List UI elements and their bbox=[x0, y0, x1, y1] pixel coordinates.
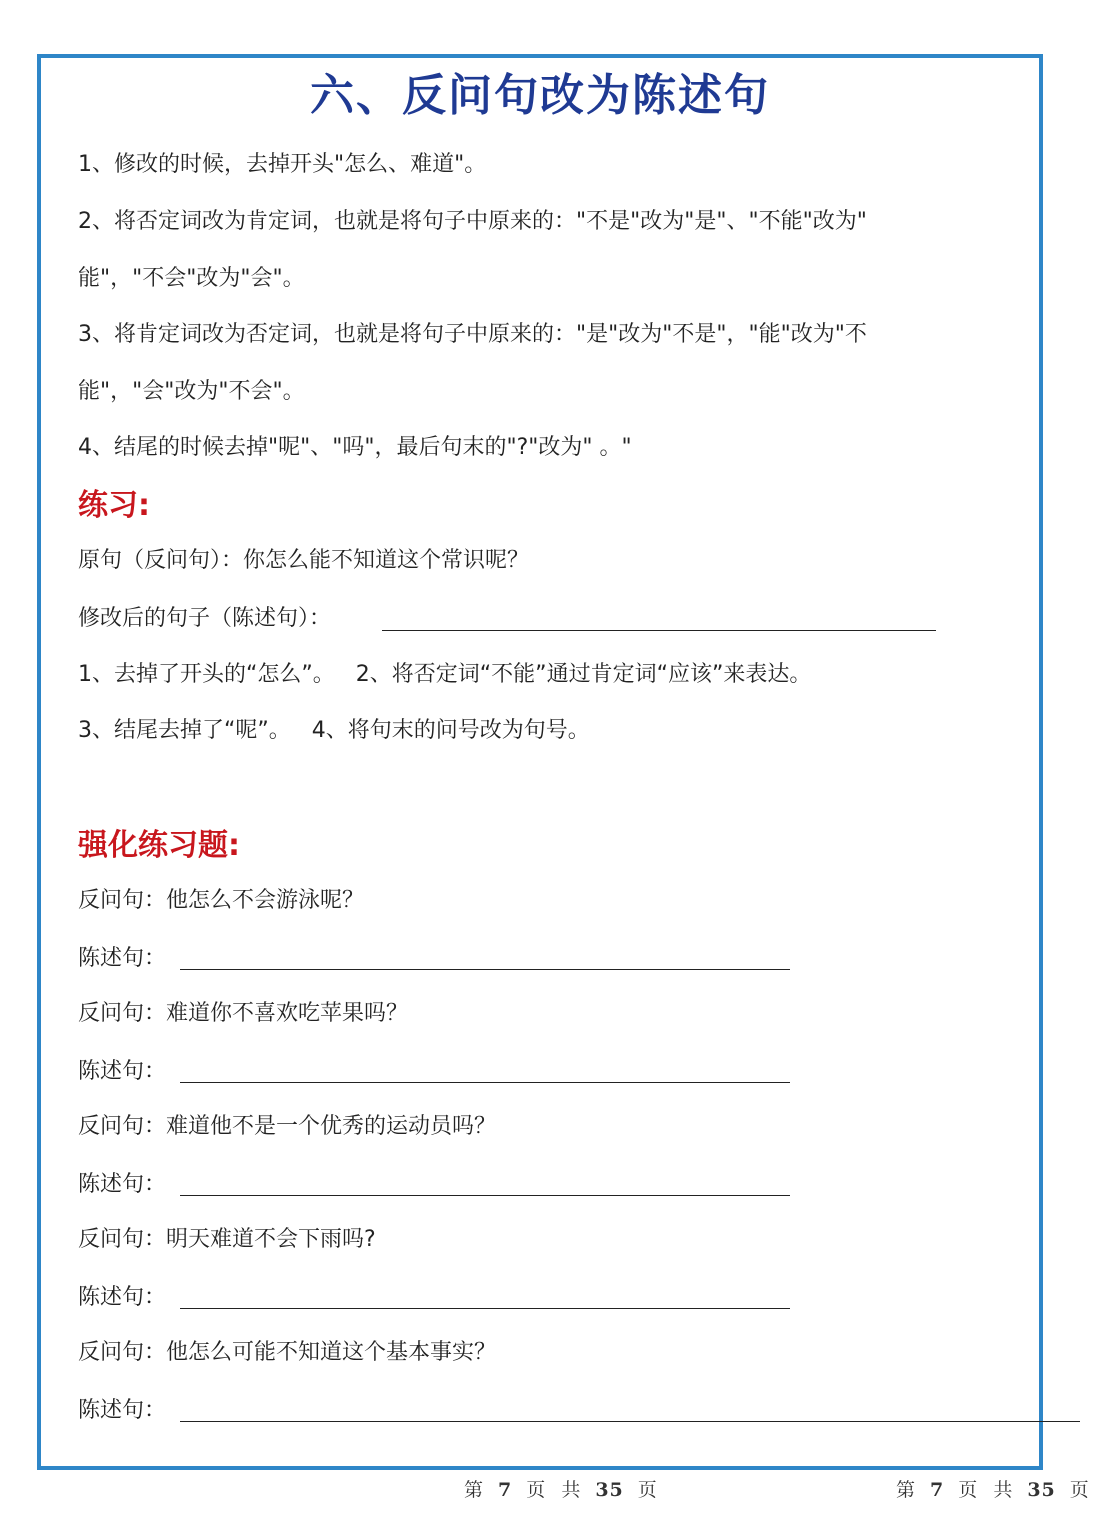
question-text: 难道你不喜欢吃苹果吗？ bbox=[166, 1001, 409, 1026]
exercise-question bbox=[78, 885, 364, 917]
footer-word: 页 bbox=[958, 1479, 979, 1501]
exercise-answer-blank[interactable] bbox=[180, 1082, 790, 1083]
page-footer-right bbox=[892, 1477, 1094, 1503]
practice-heading: 练习: bbox=[78, 488, 150, 523]
exercises-heading: 强化练习题: bbox=[78, 828, 240, 863]
footer-word: 页 bbox=[1069, 1479, 1090, 1501]
rule-line: 3、将肯定词改为否定词，也就是将句子中原来的："是"改为"不是"，"能"改为"不 bbox=[78, 322, 867, 347]
exercise-answer-blank[interactable] bbox=[180, 969, 790, 970]
practice-note: 1、去掉了开头的“怎么”。 2、将否定词“不能”通过肯定词“应该”来表达。 bbox=[78, 662, 812, 687]
exercise-question bbox=[78, 1111, 496, 1143]
footer-word: 共 bbox=[993, 1479, 1014, 1501]
exercise-answer-blank[interactable] bbox=[180, 1308, 790, 1309]
footer-page-number: 7 bbox=[930, 1479, 945, 1501]
practice-note: 3、结尾去掉了“呢”。 4、将句末的问号改为句号。 bbox=[78, 718, 590, 743]
exercise-answer-label: 陈述句： bbox=[78, 1285, 167, 1310]
question-label: 反问句： bbox=[78, 1227, 167, 1252]
footer-word: 共 bbox=[561, 1479, 582, 1501]
question-label: 反问句： bbox=[78, 1001, 167, 1026]
question-label: 反问句： bbox=[78, 1114, 167, 1139]
footer-word: 第 bbox=[464, 1479, 485, 1501]
practice-revised-label: 修改后的句子（陈述句）： bbox=[78, 606, 332, 631]
footer-word: 页 bbox=[637, 1479, 658, 1501]
question-text: 他怎么可能不知道这个基本事实？ bbox=[166, 1340, 497, 1365]
practice-answer-blank[interactable] bbox=[382, 630, 936, 631]
exercise-answer-blank[interactable] bbox=[180, 1195, 790, 1196]
rule-line: 4、结尾的时候去掉"呢"、"吗"，最后句末的"?"改为" 。" bbox=[78, 435, 632, 460]
question-text: 明天难道不会下雨吗? bbox=[166, 1227, 376, 1252]
rule-line: 2、将否定词改为肯定词，也就是将句子中原来的："不是"改为"是"、"不能"改为" bbox=[78, 209, 867, 234]
page-title: 六、反问句改为陈述句 bbox=[310, 70, 770, 121]
exercise-answer-blank[interactable] bbox=[180, 1421, 1080, 1422]
exercise-question bbox=[78, 1224, 376, 1256]
footer-page-number: 7 bbox=[498, 1479, 513, 1501]
exercise-question bbox=[78, 998, 408, 1030]
question-label: 反问句： bbox=[78, 888, 167, 913]
exercise-question bbox=[78, 1337, 496, 1369]
rule-line: 能"，"会"改为"不会"。 bbox=[78, 379, 305, 404]
practice-original-sentence: 原句（反问句）：你怎么能不知道这个常识呢？ bbox=[78, 548, 530, 573]
footer-word: 第 bbox=[896, 1479, 917, 1501]
page-footer-left bbox=[460, 1477, 662, 1503]
exercise-answer-label: 陈述句： bbox=[78, 946, 167, 971]
footer-total-pages: 35 bbox=[1027, 1479, 1056, 1501]
question-text: 他怎么不会游泳呢？ bbox=[166, 888, 365, 913]
exercise-answer-label: 陈述句： bbox=[78, 1172, 167, 1197]
footer-word: 页 bbox=[526, 1479, 547, 1501]
footer-total-pages: 35 bbox=[595, 1479, 624, 1501]
exercise-answer-label: 陈述句： bbox=[78, 1398, 167, 1423]
question-text: 难道他不是一个优秀的运动员吗？ bbox=[166, 1114, 497, 1139]
rule-line: 1、修改的时候，去掉开头"怎么、难道"。 bbox=[78, 152, 487, 177]
question-label: 反问句： bbox=[78, 1340, 167, 1365]
exercise-answer-label: 陈述句： bbox=[78, 1059, 167, 1084]
rule-line: 能"，"不会"改为"会"。 bbox=[78, 266, 305, 291]
